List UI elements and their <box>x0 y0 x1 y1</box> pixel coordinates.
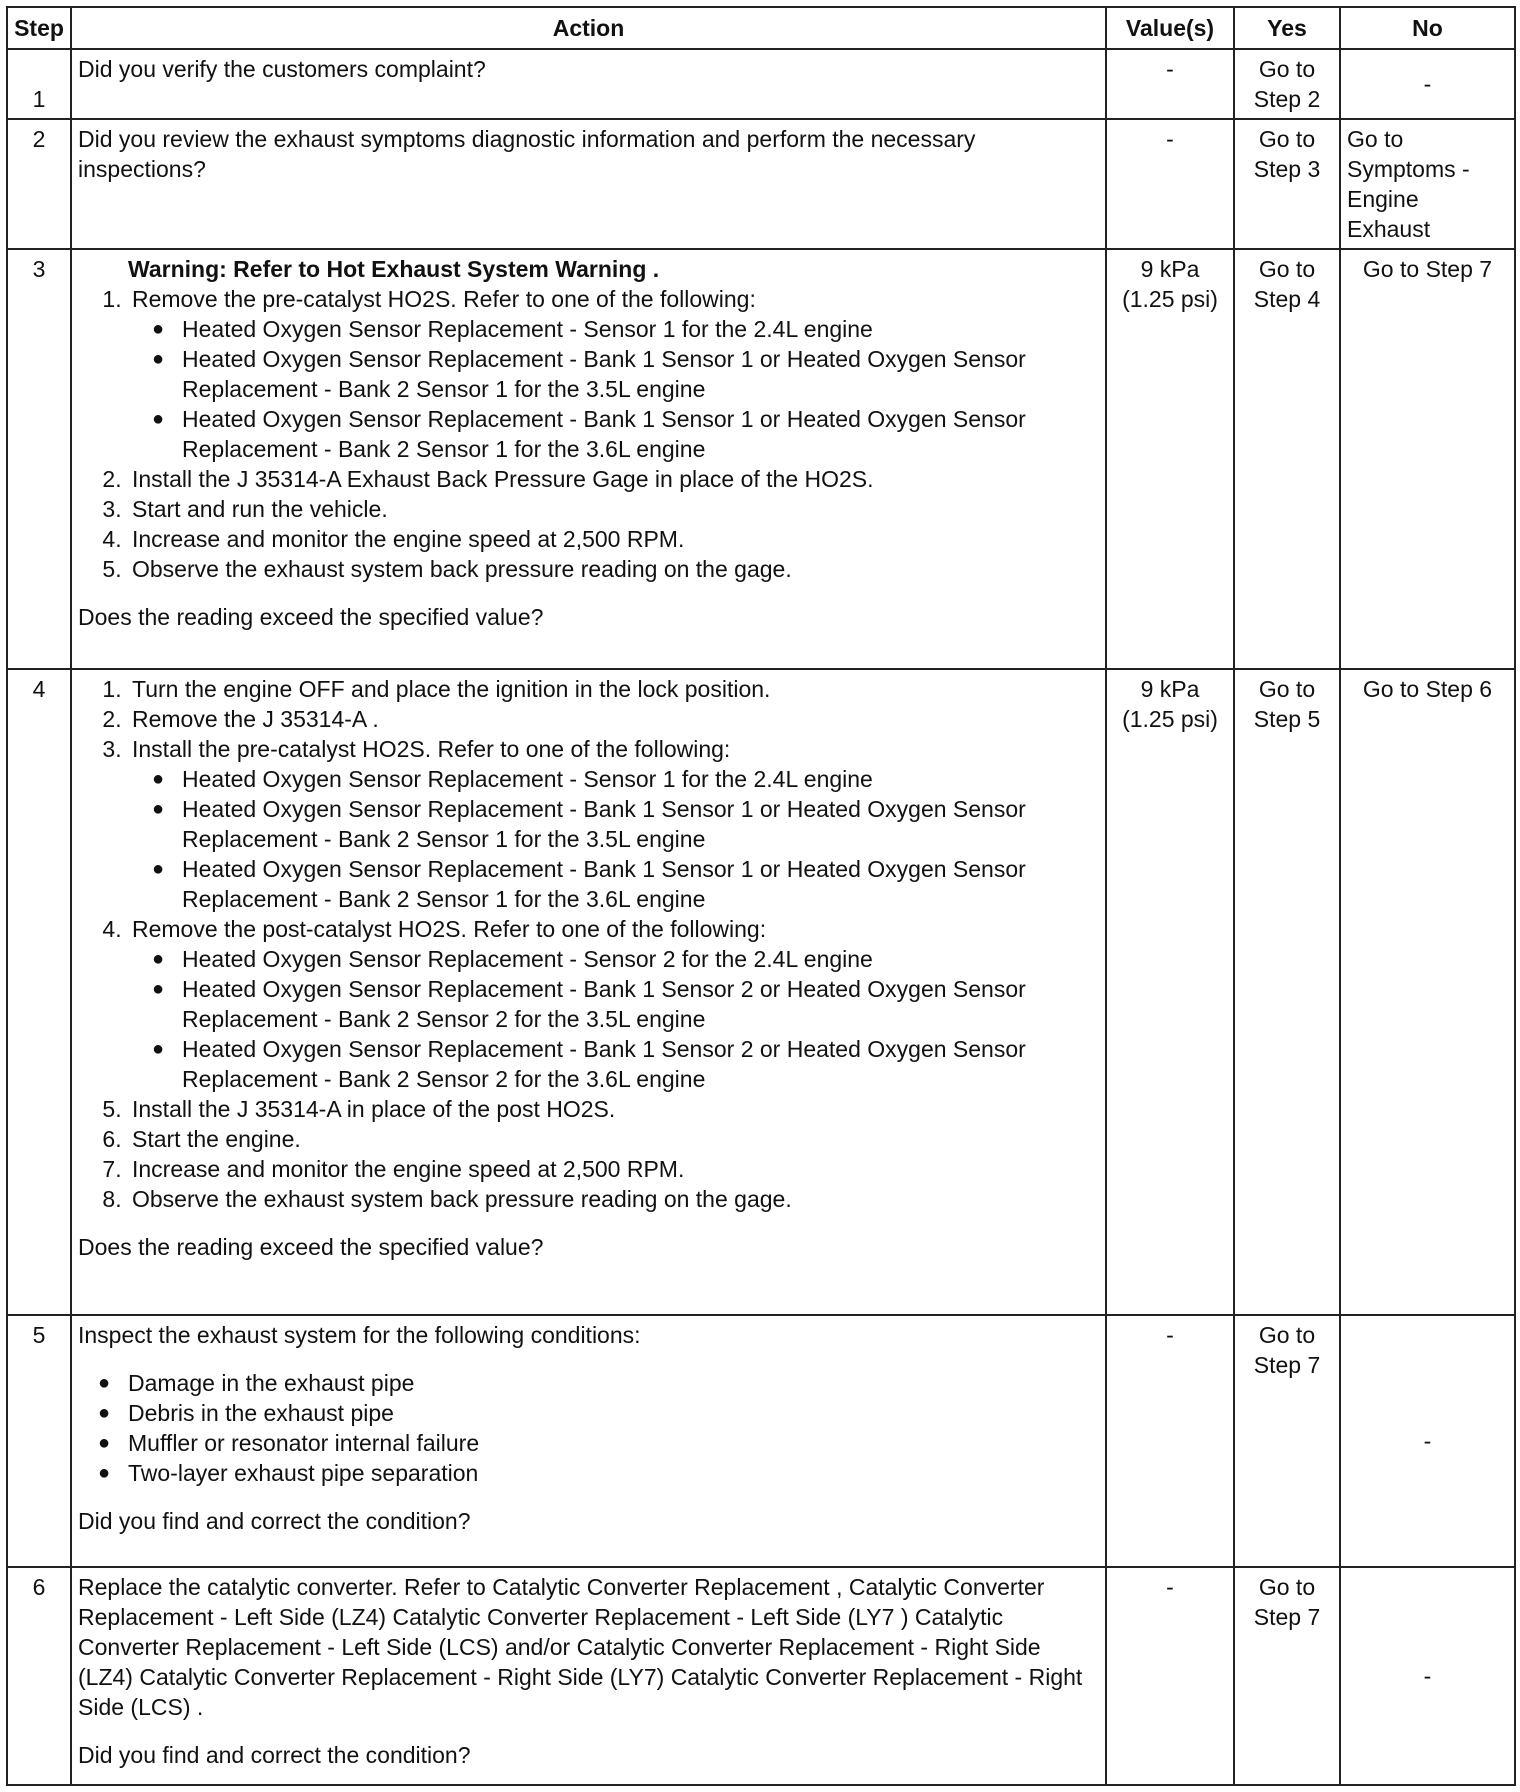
action-cell <box>71 1567 1106 1785</box>
list-item: ● Heated Oxygen Sensor Replacement - Bank 1 Sensor 1 or Heated Oxygen Sensor Replacement - Bank 2 Sensor 1 for the 3.5L engine <box>182 344 1099 404</box>
yes-cell: Go to Step 4 <box>1234 249 1340 669</box>
header-yes: Yes <box>1234 7 1340 49</box>
table-row <box>7 49 1515 119</box>
value-cell <box>1106 249 1234 669</box>
list-item: ● Heated Oxygen Sensor Replacement - Sensor 1 for the 2.4L engine <box>182 764 1099 794</box>
header-step: Step <box>7 7 71 49</box>
procedure-list <box>78 674 1099 1214</box>
yes-cell: Go to Step 3 <box>1234 119 1340 249</box>
action-text: Did you verify the customers complaint? <box>71 49 1106 119</box>
list-item: 2. Remove the J 35314-A . <box>128 704 1099 734</box>
list-item <box>128 734 1099 914</box>
step-number: 5 <box>7 1315 71 1567</box>
header-row <box>7 7 1515 49</box>
list-item: 4. Increase and monitor the engine speed at 2,500 RPM. <box>128 524 1099 554</box>
value-psi: (1.25 psi) <box>1122 286 1218 312</box>
value-cell: - <box>1106 1315 1234 1567</box>
value-cell: - <box>1106 1567 1234 1785</box>
yes-cell: Go to Step 7 <box>1234 1315 1340 1567</box>
list-item: ● Heated Oxygen Sensor Replacement - Bank 1 Sensor 2 or Heated Oxygen Sensor Replacement - Bank 2 Sensor 2 for the 3.5L engine <box>182 974 1099 1034</box>
yes-cell: Go to Step 2 <box>1234 49 1340 119</box>
list-item: ● Two-layer exhaust pipe separation <box>128 1458 1099 1488</box>
value-cell <box>1106 669 1234 1315</box>
no-cell: - <box>1340 1315 1515 1567</box>
list-item: ● Debris in the exhaust pipe <box>128 1398 1099 1428</box>
procedure-list <box>78 284 1099 584</box>
list-item: 2. Install the J 35314-A Exhaust Back Pressure Gage in place of the HO2S. <box>128 464 1099 494</box>
list-item: ● Heated Oxygen Sensor Replacement - Bank 1 Sensor 1 or Heated Oxygen Sensor Replacement - Bank 2 Sensor 1 for the 3.6L engine <box>182 854 1099 914</box>
list-item: ● Heated Oxygen Sensor Replacement - Bank 1 Sensor 1 or Heated Oxygen Sensor Replacement - Bank 2 Sensor 1 for the 3.6L engine <box>182 404 1099 464</box>
no-cell: Go to Symptoms - Engine Exhaust <box>1340 119 1515 249</box>
no-cell: - <box>1340 1567 1515 1785</box>
list-item: 8. Observe the exhaust system back pressure reading on the gage. <box>128 1184 1099 1214</box>
condition-list <box>78 1368 1099 1488</box>
header-action: Action <box>71 7 1106 49</box>
yes-cell: Go to Step 7 <box>1234 1567 1340 1785</box>
list-item: ● Heated Oxygen Sensor Replacement - Sensor 1 for the 2.4L engine <box>182 314 1099 344</box>
list-item: ● Muffler or resonator internal failure <box>128 1428 1099 1458</box>
header-values: Value(s) <box>1106 7 1234 49</box>
intro-text: Inspect the exhaust system for the following conditions: <box>78 1322 641 1348</box>
action-text: Did you review the exhaust symptoms diagnostic information and perform the necessary inspections? <box>71 119 1106 249</box>
step-number: 6 <box>7 1567 71 1785</box>
list-item: 5. Install the J 35314-A in place of the post HO2S. <box>128 1094 1099 1124</box>
question-text: Does the reading exceed the specified value? <box>78 1234 544 1260</box>
step-number: 3 <box>7 249 71 669</box>
no-cell: Go to Step 7 <box>1340 249 1515 669</box>
list-item: 1. Turn the engine OFF and place the ignition in the lock position. <box>128 674 1099 704</box>
list-item: ● Heated Oxygen Sensor Replacement - Bank 1 Sensor 1 or Heated Oxygen Sensor Replacement - Bank 2 Sensor 1 for the 3.5L engine <box>182 794 1099 854</box>
list-item: ● Heated Oxygen Sensor Replacement - Sensor 2 for the 2.4L engine <box>182 944 1099 974</box>
list-item: ● Damage in the exhaust pipe <box>128 1368 1099 1398</box>
list-item-text: Remove the post-catalyst HO2S. Refer to one of the following: <box>132 916 767 942</box>
list-item <box>128 914 1099 1094</box>
step-number: 4 <box>7 669 71 1315</box>
value-psi: (1.25 psi) <box>1122 706 1218 732</box>
action-cell <box>71 249 1106 669</box>
list-item: ● Heated Oxygen Sensor Replacement - Bank 1 Sensor 2 or Heated Oxygen Sensor Replacement - Bank 2 Sensor 2 for the 3.6L engine <box>182 1034 1099 1094</box>
list-item: 7. Increase and monitor the engine speed at 2,500 RPM. <box>128 1154 1099 1184</box>
list-item-text: Remove the pre-catalyst HO2S. Refer to one of the following: <box>132 286 756 312</box>
sub-list <box>132 944 1099 1094</box>
diagnostic-table <box>6 6 1516 1786</box>
no-cell: - <box>1340 49 1515 119</box>
value-kpa: 9 kPa <box>1140 676 1200 702</box>
value-kpa: 9 kPa <box>1140 256 1200 282</box>
sub-list <box>132 764 1099 914</box>
list-item: 6. Start the engine. <box>128 1124 1099 1154</box>
table-row <box>7 119 1515 249</box>
action-cell <box>71 669 1106 1315</box>
yes-cell: Go to Step 5 <box>1234 669 1340 1315</box>
action-text: Replace the catalytic converter. Refer to Catalytic Converter Replacement , Catalytic Converter Replacement - Left Side (LZ4) Catalytic Converter Replacement - Left Side (LY7 ) Catalytic Converter Replacement - Left Side (LCS) and/or Catalytic Converter Replacement - Right Side (LZ4) Catalytic Converter Replacement - Right Side (LY7) Catalytic Converter Replacement - Right Side (LCS) . <box>78 1574 1083 1720</box>
step-number: 2 <box>7 119 71 249</box>
list-item: 3. Start and run the vehicle. <box>128 494 1099 524</box>
question-text: Did you find and correct the condition? <box>78 1742 471 1768</box>
question-text: Does the reading exceed the specified value? <box>78 604 544 630</box>
value-cell: - <box>1106 119 1234 249</box>
table-row <box>7 669 1515 1315</box>
no-cell: Go to Step 6 <box>1340 669 1515 1315</box>
sub-list <box>132 314 1099 464</box>
table-row <box>7 1315 1515 1567</box>
list-item <box>128 284 1099 464</box>
table-row <box>7 1567 1515 1785</box>
question-text: Did you find and correct the condition? <box>78 1508 471 1534</box>
list-item: 5. Observe the exhaust system back pressure reading on the gage. <box>128 554 1099 584</box>
step-number: 1 <box>7 49 71 119</box>
value-cell: - <box>1106 49 1234 119</box>
header-no: No <box>1340 7 1515 49</box>
spacer <box>78 1350 1099 1368</box>
action-cell <box>71 1315 1106 1567</box>
table-row <box>7 249 1515 669</box>
list-item-text: Install the pre-catalyst HO2S. Refer to one of the following: <box>132 736 731 762</box>
warning-text: Warning: Refer to Hot Exhaust System Warning . <box>128 256 660 282</box>
